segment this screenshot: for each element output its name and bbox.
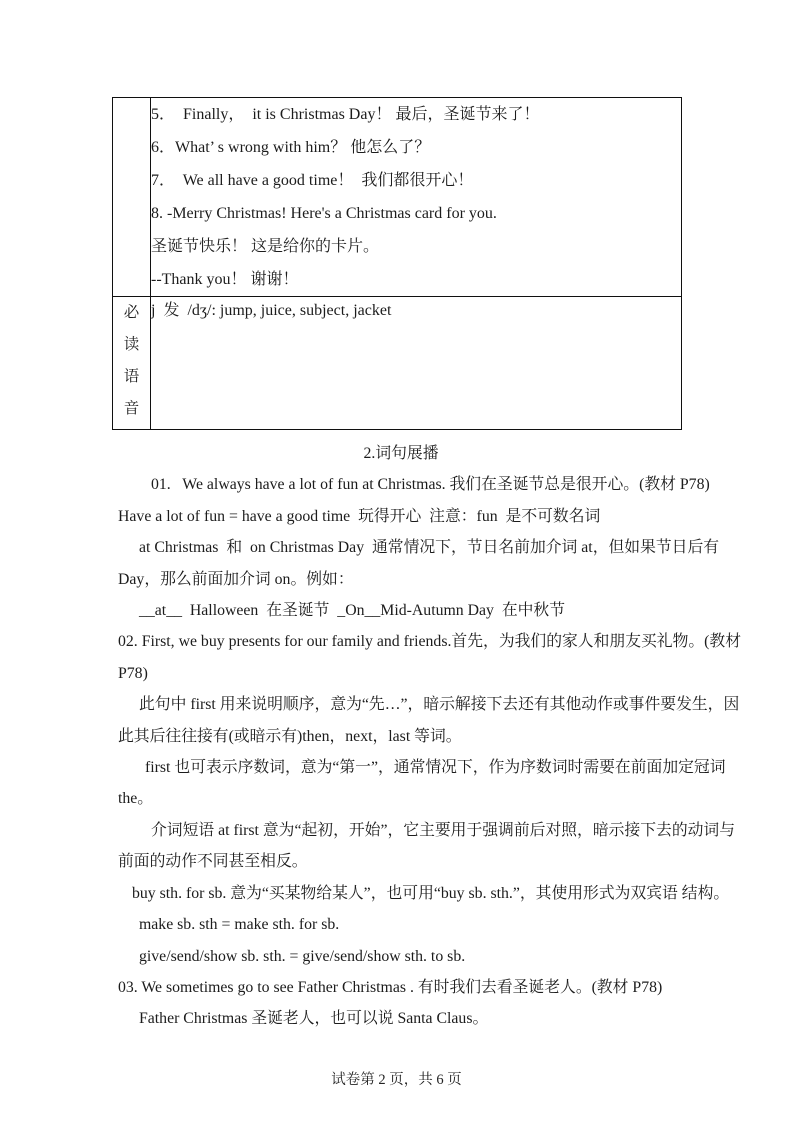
note-line: __at__ Halloween 在圣诞节 _On__Mid-Autumn Day 在中秋节 [139, 602, 566, 620]
pronunciation-label-char: 音 [123, 400, 140, 417]
pronunciation-label-cell [113, 297, 151, 430]
phrase-line: 8. -Merry Christmas! Here's a Christmas card for you. [151, 205, 497, 222]
note-line: at Christmas 和 on Christmas Day 通常情况下，节日名前加介词 at，但如果节日后有 [139, 539, 720, 557]
note-line: Father Christmas 圣诞老人，也可以说 Santa Claus。 [139, 1010, 489, 1028]
note-line: the。 [118, 790, 154, 808]
phrase-line: --Thank you！ 谢谢！ [151, 271, 299, 288]
pronunciation-label-char: 读 [123, 336, 140, 353]
phrases-content-cell [151, 98, 682, 297]
note-line: Day，那么前面加介词 on。例如： [118, 570, 354, 588]
phrase-line: 7． We all have a good time！ 我们都很开心！ [151, 172, 474, 189]
page-footer: 试卷第 2 页，共 6 页 [331, 1072, 462, 1088]
note-line: make sb. sth = make sth. for sb. [139, 916, 340, 934]
note-line: Have a lot of fun = have a good time 玩得开心 注意：fun 是不可数名词 [118, 507, 601, 525]
note-line: 02. First, we buy presents for our family and friends.首先，为我们的家人和朋友买礼物。(教材 [118, 633, 742, 651]
phrase-line: 5． Finally， it is Christmas Day！ 最后，圣诞节来了！ [151, 106, 540, 123]
note-line: buy sth. for sb. 意为“买某物给某人”，也可用“buy sb. sth.”，其使用形式为双宾语 结构。 [132, 884, 730, 902]
pronunciation-label-char: 语 [123, 368, 140, 385]
table-row-phrases [113, 98, 682, 297]
note-line: 03. We sometimes go to see Father Christmas . 有时我们去看圣诞老人。(教材 P78) [118, 978, 663, 996]
notes-section [118, 438, 742, 1035]
pronunciation-content-cell [151, 297, 682, 430]
note-line: first 也可表示序数词，意为“第一”，通常情况下，作为序数词时需要在前面加定冠词 [145, 759, 726, 777]
pronunciation-label-char: 必 [123, 304, 140, 321]
phrases-label-cell-empty [113, 98, 151, 297]
phrase-line: 6．What’ s wrong with him？ 他怎么了？ [151, 139, 431, 156]
note-line: 此其后往往接有(或暗示有)then，next，last 等词。 [118, 727, 462, 745]
note-line: P78) [118, 664, 148, 682]
note-line: 介词短语 at first 意为“起初，开始”，它主要用于强调前后对照，暗示接下去的动词与 [151, 821, 736, 839]
table-row-pronunciation [113, 297, 682, 430]
phrase-table [112, 97, 682, 430]
note-line: 01. We always have a lot of fun at Christmas. 我们在圣诞节总是很开心。(教材 P78) [151, 476, 710, 494]
note-line: 此句中 first 用来说明顺序，意为“先…”，暗示解接下去还有其他动作或事件要发生，因 [139, 696, 740, 714]
note-line: 前面的动作不同甚至相反。 [118, 853, 308, 871]
section-heading: 2.词句展播 [363, 445, 439, 462]
note-line: give/send/show sb. sth. = give/send/show sth. to sb. [139, 947, 466, 965]
pronunciation-line: j 发 /dʒ/: jump, juice, subject, jacket [151, 302, 392, 319]
phrase-line: 圣诞节快乐！ 这是给你的卡片。 [151, 238, 380, 255]
